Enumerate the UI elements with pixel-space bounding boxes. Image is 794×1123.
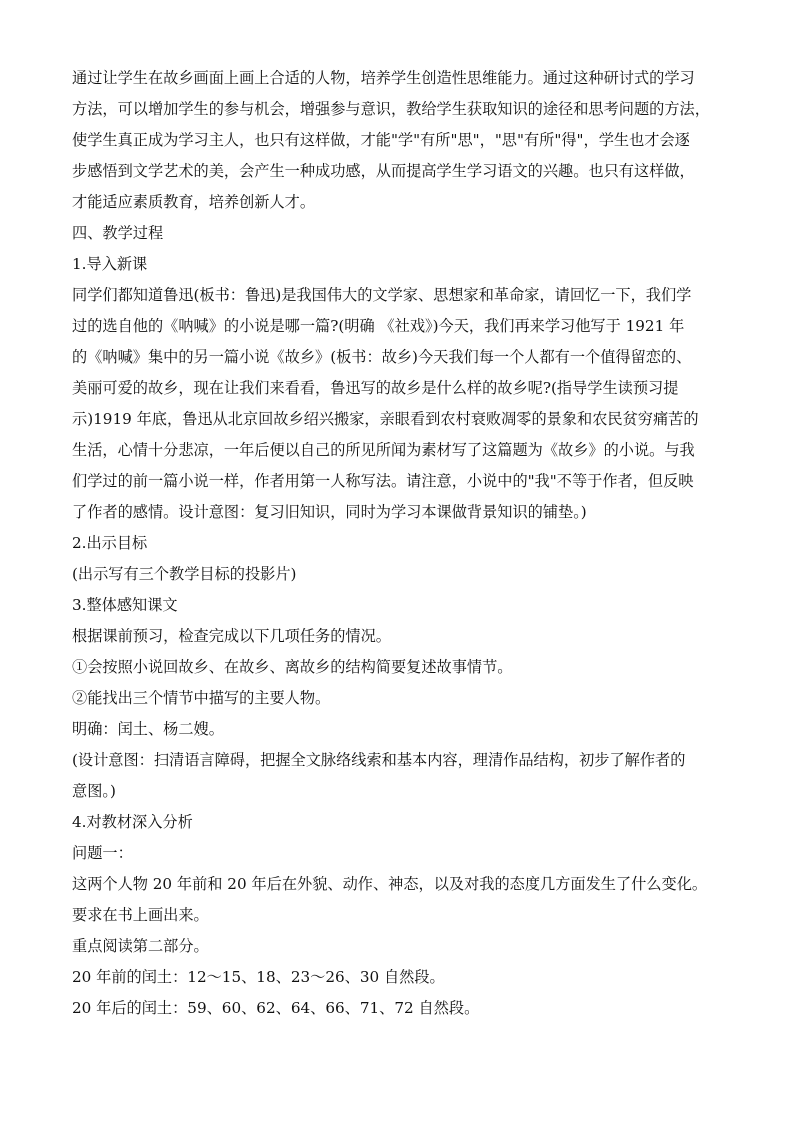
- paragraph-question: [72, 869, 724, 931]
- text-line: 20 年后的闰土：59、60、62、64、66、71、72 自然段。: [72, 999, 480, 1017]
- text-line: 的《呐喊》集中的另一篇小说《故乡》(板书：故乡)今天我们每一个人都有一个值得留恋的、: [72, 348, 692, 366]
- text-line: 使学生真正成为学习主人，也只有这样做，才能"学"有所"思"，"思"有所"得"，学生也才会逐: [72, 131, 690, 149]
- text-line: 20 年前的闰土：12～15、18、23～26、30 自然段。: [72, 968, 445, 986]
- step-heading: 4.对教材深入分析: [72, 813, 193, 831]
- paragraph-introduction: [72, 280, 724, 528]
- text-line: 步感悟到文学艺术的美，会产生一种成功感，从而提高学生学习语文的兴趣。也只有这样做，: [72, 162, 695, 180]
- text-line: 通过让学生在故乡画面上画上合适的人物，培养学生创造性思维能力。通过这种研讨式的学习: [72, 69, 695, 87]
- text-line: 明确：闰土、杨二嫂。: [72, 720, 224, 738]
- text-line: 生活，心情十分悲凉，一年后便以自己的所见所闻为素材写了这篇题为《故乡》的小说。与我: [72, 441, 695, 459]
- section-heading: 四、教学过程: [72, 224, 164, 242]
- step-heading: 1.导入新课: [72, 255, 148, 273]
- text-line: 了作者的感情。设计意图：复习旧知识，同时为学习本课做背景知识的铺垫。): [72, 503, 587, 521]
- text-line: 过的选自他的《呐喊》的小说是哪一篇?(明确 《社戏》)今天，我们再来学习他写于 1921 年: [72, 317, 685, 335]
- text-line: 意图。): [72, 782, 116, 800]
- list-item: ①会按照小说回故乡、在故乡、离故乡的结构简要复述故事情节。: [72, 658, 513, 676]
- text-line: 重点阅读第二部分。: [72, 937, 209, 955]
- text-line: (设计意图：扫清语言障碍，把握全文脉络线索和基本内容，理清作品结构，初步了解作者的: [72, 751, 686, 769]
- text-line: 同学们都知道鲁迅(板书：鲁迅)是我国伟大的文学家、思想家和革命家，请回忆一下，我们学: [72, 286, 692, 304]
- paragraph-teaching-method: [72, 63, 724, 218]
- list-item: ②能找出三个情节中描写的主要人物。: [72, 689, 331, 707]
- text-line: 根据课前预习，检查完成以下几项任务的情况。: [72, 627, 391, 645]
- step-heading: 3.整体感知课文: [72, 596, 178, 614]
- paragraph-design-intent: [72, 745, 724, 807]
- text-line: 们学过的前一篇小说一样，作者用第一人称写法。请注意，小说中的"我"不等于作者，但反映: [72, 472, 694, 490]
- text-line: 示)1919 年底，鲁迅从北京回故乡绍兴搬家，亲眼看到农村衰败凋零的景象和农民贫穷痛苦的: [72, 410, 699, 428]
- text-line: (出示写有三个教学目标的投影片): [72, 565, 297, 583]
- text-line: 要求在书上画出来。: [72, 906, 209, 924]
- question-label: 问题一：: [72, 844, 133, 862]
- step-heading: 2.出示目标: [72, 534, 148, 552]
- text-line: 才能适应素质教育，培养创新人才。: [72, 193, 315, 211]
- text-line: 方法，可以增加学生的参与机会，增强参与意识，教给学生获取知识的途径和思考问题的方法，: [72, 100, 710, 118]
- document-page: [72, 63, 724, 1024]
- text-line: 美丽可爱的故乡，现在让我们来看看，鲁迅写的故乡是什么样的故乡呢?(指导学生读预习提: [72, 379, 679, 397]
- text-line: 这两个人物 20 年前和 20 年后在外貌、动作、神态，以及对我的态度几方面发生了什么变化。: [72, 875, 708, 893]
